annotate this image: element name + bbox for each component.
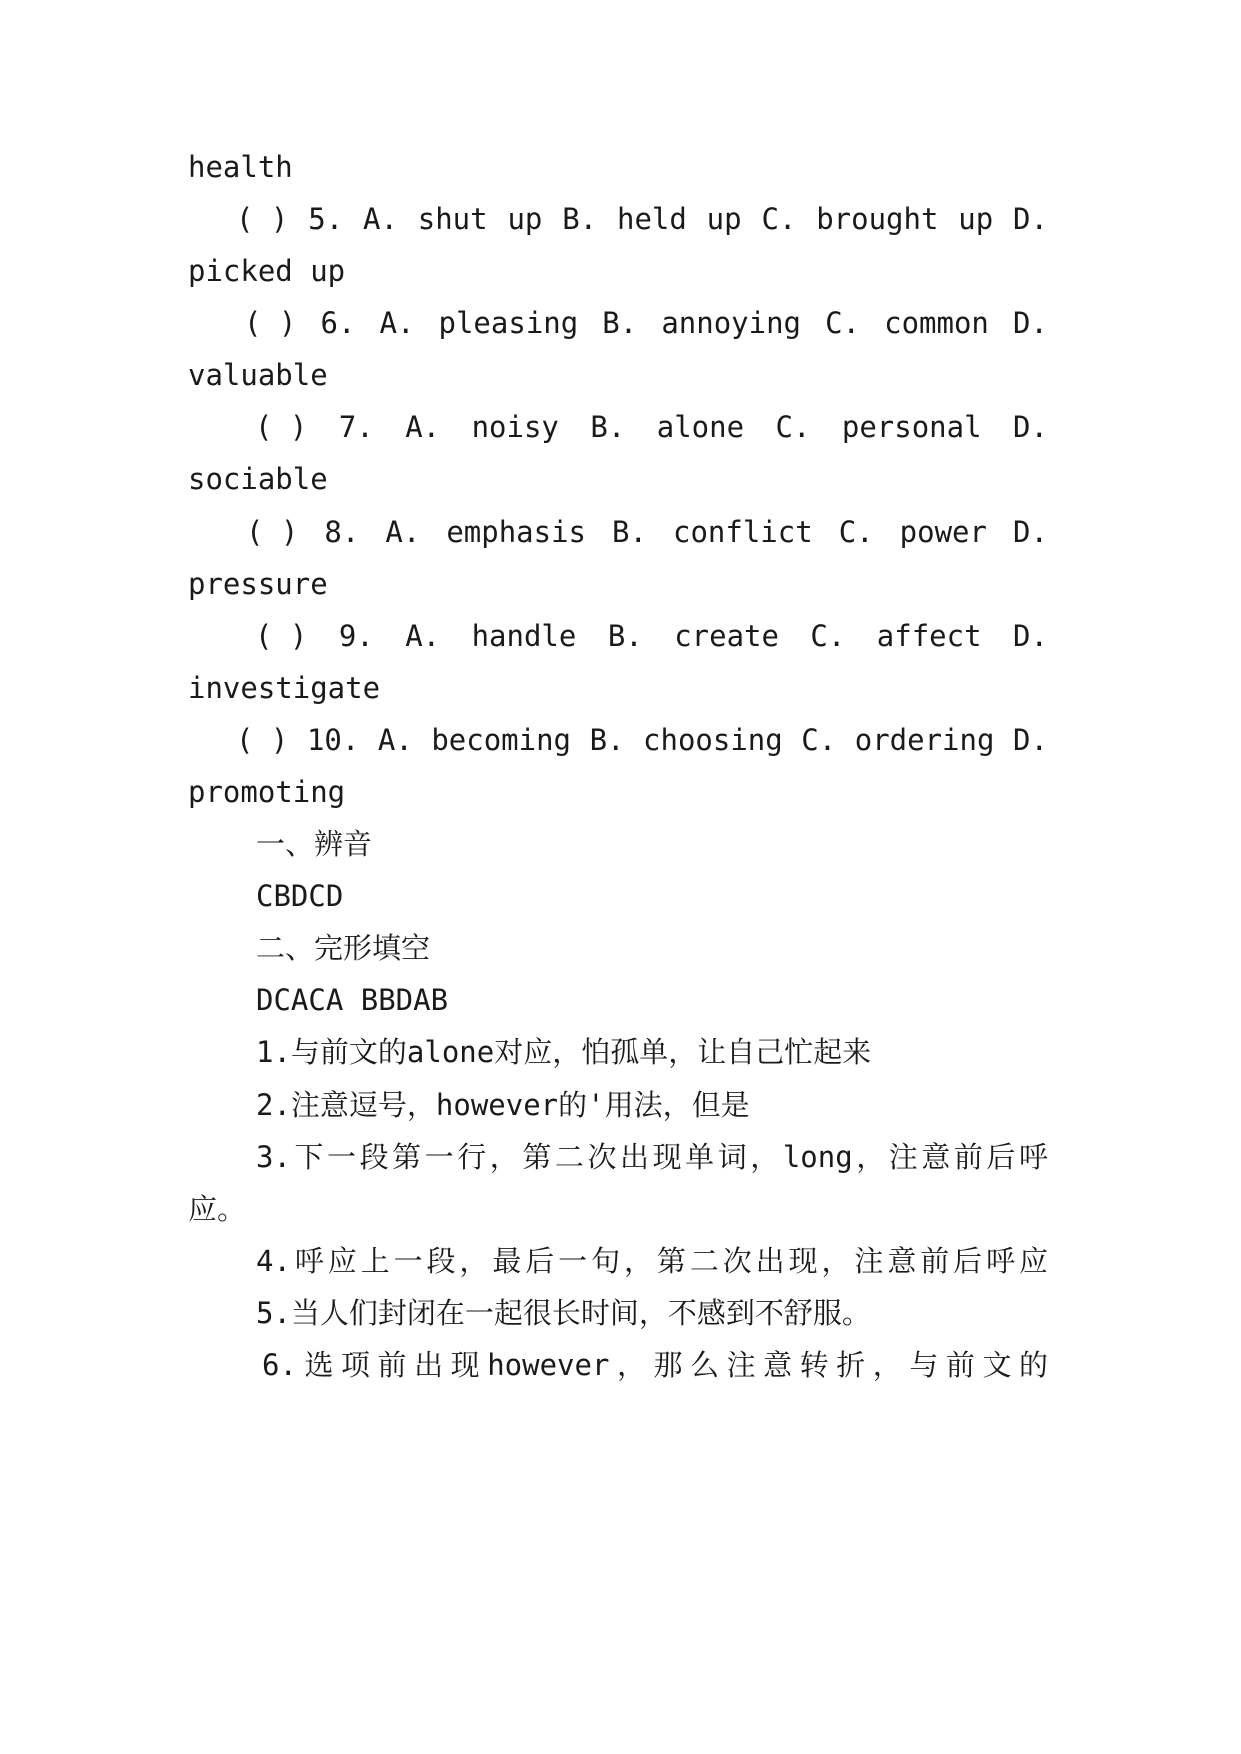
option-token: pleasing (438, 306, 579, 340)
option-token: noisy (471, 410, 559, 444)
option-token: C. (775, 410, 811, 444)
text-line: health (188, 150, 293, 184)
option-token: C. (810, 619, 846, 653)
question-7-options (255, 398, 1048, 456)
option-token: up (507, 202, 543, 236)
option-token: ( ) (244, 306, 297, 340)
note-6: 6.选项前出现however，那么注意转折，与前文的 (262, 1348, 1048, 1382)
option-row (246, 503, 1048, 561)
option-token: D. (1013, 515, 1048, 549)
option-token: up (706, 202, 742, 236)
option-token: power (899, 515, 987, 549)
option-token: brought (816, 202, 939, 236)
option-token: choosing (643, 723, 783, 757)
option-token: D. (1012, 723, 1048, 757)
option-row (236, 190, 1048, 248)
option-token: C. (761, 202, 797, 236)
option-token: handle (471, 619, 577, 653)
note-4: 4.呼应上一段，最后一句，第二次出现，注意前后呼应 (256, 1244, 1048, 1278)
text-line: pressure (188, 567, 328, 601)
option-token: 8. (324, 515, 360, 549)
note-3: 3.下一段第一行，第二次出现单词，long，注意前后呼 (256, 1140, 1048, 1174)
option-token: A. (385, 515, 421, 549)
option-token: held (616, 202, 687, 236)
option-row (244, 294, 1048, 352)
question-10-options (236, 711, 1048, 769)
option-token: B. (590, 410, 626, 444)
note-1: 1.与前文的alone对应，怕孤单，让自己忙起来 (256, 1035, 872, 1069)
option-token: ( ) (255, 619, 308, 653)
option-token: ( ) (255, 410, 308, 444)
option-token: 10. (306, 723, 360, 757)
option-token: 7. (338, 410, 374, 444)
note-2: 2.注意逗号，however的'用法，但是 (256, 1088, 750, 1122)
option-token: C. (838, 515, 874, 549)
text-line: promoting (188, 775, 346, 809)
option-token: D. (1012, 306, 1048, 340)
option-token: ( ) (236, 202, 289, 236)
option-token: alone (656, 410, 745, 444)
option-token: 6. (320, 306, 356, 340)
option-token: B. (602, 306, 638, 340)
option-token: B. (589, 723, 625, 757)
option-token: A. (379, 306, 415, 340)
option-token: D. (1013, 410, 1048, 444)
note-5: 5.当人们封闭在一起很长时间，不感到不舒服。 (256, 1296, 871, 1330)
option-token: 9. (338, 619, 374, 653)
option-token: ( ) (236, 723, 289, 757)
question-6-options (244, 294, 1048, 352)
option-token: C. (801, 723, 837, 757)
section-2-answer: DCACA BBDAB (256, 983, 449, 1017)
text-line: valuable (188, 358, 328, 392)
question-9-options (255, 607, 1048, 665)
option-token: common (884, 306, 989, 340)
section-1-title: 一、辨音 (256, 827, 373, 861)
option-row (236, 711, 1048, 769)
option-token: C. (825, 306, 861, 340)
option-token: shut (417, 202, 488, 236)
text-line: investigate (188, 671, 381, 705)
option-token: annoying (661, 306, 801, 340)
question-8-options (246, 503, 1048, 561)
option-token: A. (405, 619, 441, 653)
option-token: D. (1013, 619, 1048, 653)
option-row (255, 398, 1048, 456)
section-2-title: 二、完形填空 (256, 931, 431, 965)
text-line: picked up (188, 254, 346, 288)
option-token: becoming (431, 723, 572, 757)
section-1-answer: CBDCD (256, 879, 344, 913)
option-token: D. (1013, 202, 1048, 236)
option-token: B. (612, 515, 647, 549)
option-token: conflict (673, 515, 813, 549)
option-token: create (674, 619, 779, 653)
option-token: affect (876, 619, 982, 653)
option-token: ordering (854, 723, 995, 757)
question-5-options (236, 190, 1048, 248)
option-token: A. (405, 410, 441, 444)
note-3-continued: 应。 (188, 1192, 247, 1226)
option-token: A. (377, 723, 413, 757)
text-line: sociable (188, 462, 328, 496)
option-token: 5. (308, 202, 344, 236)
option-token: personal (841, 410, 982, 444)
option-token: B. (562, 202, 598, 236)
option-token: ( ) (246, 515, 299, 549)
option-token: emphasis (446, 515, 587, 549)
option-token: A. (363, 202, 398, 236)
option-token: up (958, 202, 994, 236)
option-token: B. (607, 619, 643, 653)
option-row (255, 607, 1048, 665)
